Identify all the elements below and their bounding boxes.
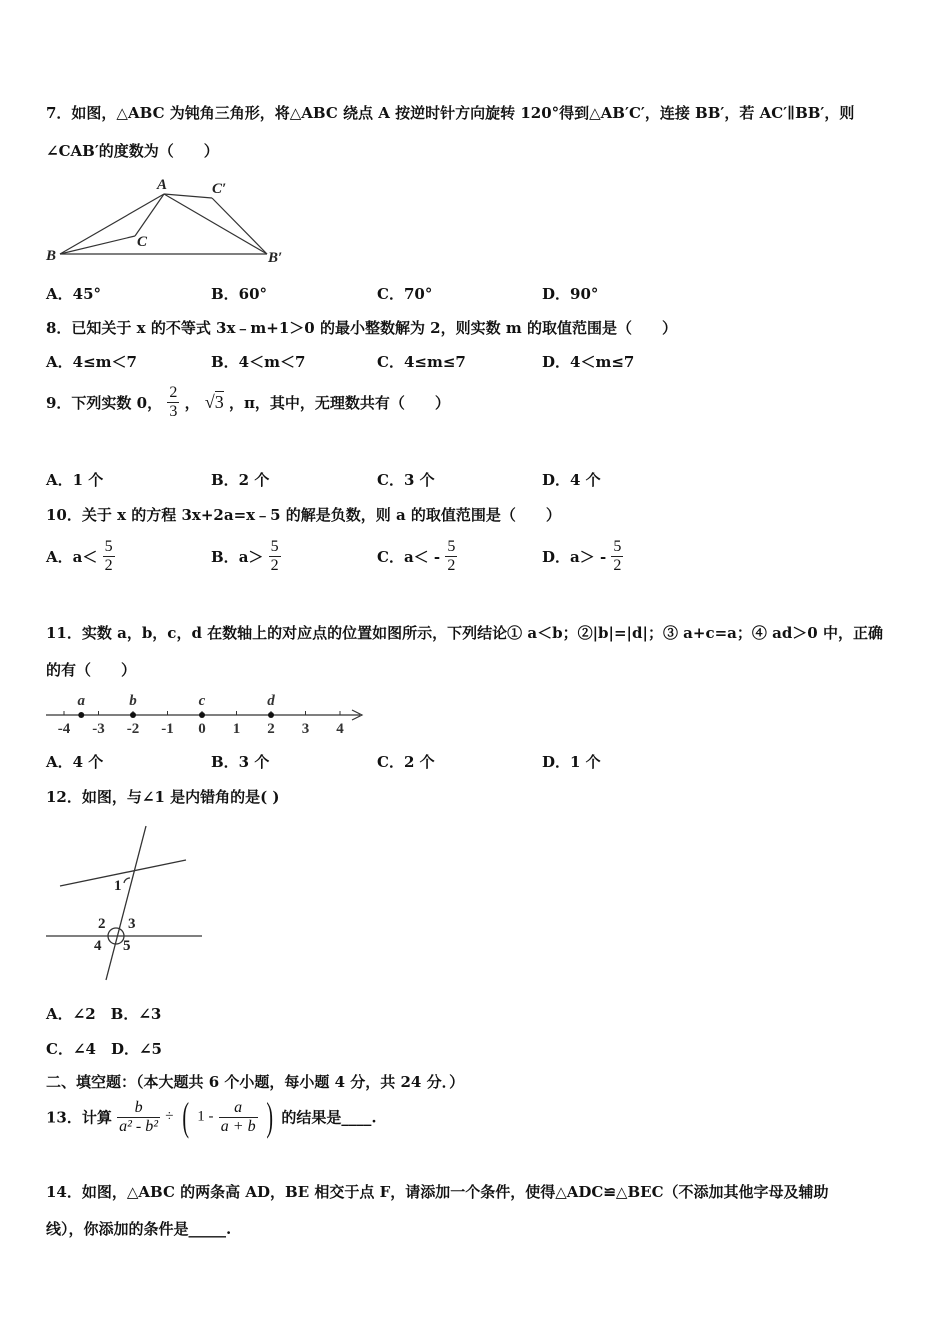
q13-prefix: 13．计算	[46, 1108, 112, 1127]
q8-option-d[interactable]: D．4＜m≤7	[542, 353, 635, 371]
q10-option-b-fraction	[269, 538, 281, 575]
q12-angle-5: 5	[123, 938, 131, 954]
q10-option-d-rel: a＞ -	[570, 548, 607, 566]
q10-option-b-rel: a＞	[238, 548, 264, 566]
q7-label-A: A	[157, 177, 168, 193]
q11-tick-label: -4	[57, 721, 71, 737]
q12-options-row2[interactable]: C．∠4 D．∠5	[46, 1040, 162, 1058]
q10-stem: 10．关于 x 的方程 3x+2a=x﹣5 的解是负数，则 a 的取值范围是（ ）	[46, 506, 561, 524]
q10-option-a-den: 2	[104, 557, 113, 574]
q7-label-B-prime: B′	[268, 250, 283, 266]
q11-point-c	[199, 712, 205, 718]
q13-divide: ÷	[165, 1108, 174, 1125]
q11-point-label-b: b	[129, 693, 137, 709]
q10-option-d-fraction	[611, 538, 623, 575]
q11-option-a[interactable]: A．4 个	[46, 753, 104, 771]
q7-stem-line1: 7．如图，△ABC 为钝角三角形，将△ABC 绕点 A 按逆时针方向旋转 120°得到△AB′C′，连接 BB′，若 AC′∥BB′，则	[46, 104, 855, 122]
q11-option-b[interactable]: B．3 个	[211, 753, 270, 771]
q13-fraction-2	[219, 1099, 258, 1136]
q7-option-b[interactable]: B．60°	[211, 285, 268, 303]
q13-fraction-1-den: a² - b²	[119, 1117, 159, 1135]
q9-sqrt-sign: √	[204, 392, 215, 412]
q9-stem	[46, 384, 450, 421]
q10-option-c-label: C．	[377, 548, 404, 566]
q8-option-a[interactable]: A．4≤m＜7	[46, 353, 137, 371]
q7-triangle-figure	[44, 176, 289, 266]
q8-option-c[interactable]: C．4≤m≤7	[377, 353, 466, 371]
q10-option-b[interactable]	[211, 538, 281, 575]
q11-tick-label: 1	[232, 721, 241, 737]
q11-point-label-a: a	[77, 693, 85, 709]
q10-option-b-den: 2	[270, 557, 279, 574]
q11-stem-line1: 11．实数 a，b，c，d 在数轴上的对应点的位置如图所示，下列结论① a＜b；②|b|=|d|；③ a+c=a；④ ad＞0 中，正确	[46, 624, 883, 642]
q11-tick-label: 4	[336, 721, 344, 737]
q10-option-d-den: 2	[613, 557, 622, 574]
q11-tick-label: 0	[198, 721, 206, 737]
q10-option-a-num: 5	[104, 538, 113, 555]
q11-point-d	[268, 712, 274, 718]
q9-sqrt-value: 3	[214, 392, 224, 412]
q11-point-a	[78, 712, 84, 718]
q13-fraction-1	[117, 1099, 160, 1136]
q10-option-c-rel: a＜ -	[403, 548, 441, 566]
q13-one-minus: 1 -	[197, 1108, 214, 1125]
q12-angle-4: 4	[94, 938, 102, 954]
q10-option-d-num: 5	[613, 538, 622, 555]
q10-option-b-label: B．	[211, 548, 239, 566]
q11-tick-label: -3	[92, 721, 105, 737]
q9-option-c[interactable]: C．3 个	[377, 471, 435, 489]
q9-comma: ，	[184, 394, 200, 412]
q11-tick-label: -2	[126, 721, 140, 737]
section-2-heading: 二、填空题：（本大题共 6 个小题，每小题 4 分，共 24 分．）	[46, 1073, 465, 1091]
q7-label-C: C	[137, 234, 148, 250]
q14-stem-line1: 14．如图，△ABC 的两条高 AD，BE 相交于点 F，请添加一个条件，使得△ADC≌△BEC（不添加其他字母及辅助	[46, 1183, 829, 1201]
q13-suffix: 的结果是____.	[281, 1108, 377, 1127]
q11-tick-label: -1	[161, 721, 174, 737]
q9-fraction-den: 3	[169, 403, 178, 420]
q10-option-a-rel: a＜	[72, 548, 98, 566]
q12-angle-2: 2	[98, 916, 106, 932]
q8-option-b[interactable]: B．4＜m＜7	[211, 353, 306, 371]
q9-suffix: ，π，其中，无理数共有（ ）	[228, 394, 450, 412]
q10-option-c-den: 2	[447, 557, 456, 574]
q11-option-c[interactable]: C．2 个	[377, 753, 435, 771]
q9-option-b[interactable]: B．2 个	[211, 471, 270, 489]
q11-tick-label: 2	[267, 721, 275, 737]
q12-angle-1: 1	[114, 878, 122, 894]
q9-fraction	[167, 384, 179, 421]
q7-option-d[interactable]: D．90°	[542, 285, 599, 303]
q7-option-c[interactable]: C．70°	[377, 285, 433, 303]
q11-stem-line2: 的有（ ）	[46, 661, 137, 679]
q13-fraction-1-num: b	[134, 1098, 143, 1116]
q11-tick-label: 3	[301, 721, 310, 737]
q10-option-d[interactable]	[542, 538, 623, 575]
q13-stem: 13．计算 $\frac{b}{\text{a² - b²}}$ ÷ ( 1 - $\frac{a}{a + b}$ ) 的结果是____.	[46, 1094, 377, 1139]
q12-stem: 12．如图，与∠1 是内错角的是( )	[46, 788, 280, 806]
q7-stem-line2: ∠CAB′的度数为（ ）	[46, 142, 219, 160]
q12-options-row1[interactable]: A．∠2 B．∠3	[46, 1005, 162, 1023]
q9-prefix: 9．下列实数 0，	[46, 394, 163, 412]
q9-fraction-num: 2	[169, 384, 178, 401]
q9-option-a[interactable]: A．1 个	[46, 471, 104, 489]
q10-option-a-fraction	[103, 538, 115, 575]
q13-fraction-2-num: a	[234, 1098, 243, 1116]
q10-option-d-label: D．	[542, 548, 571, 566]
q10-option-c[interactable]	[377, 538, 457, 575]
q10-option-a[interactable]	[46, 538, 115, 575]
q10-option-a-label: A．	[46, 548, 73, 566]
q12-lines-figure	[44, 820, 209, 985]
q10-option-b-num: 5	[270, 538, 279, 555]
q11-point-label-c: c	[198, 693, 206, 709]
q10-option-c-fraction	[445, 538, 457, 575]
q9-option-d[interactable]: D．4 个	[542, 471, 601, 489]
q7-label-B: B	[46, 248, 57, 264]
q7-option-a[interactable]: A．45°	[46, 285, 102, 303]
q11-point-b	[130, 712, 136, 718]
q11-point-label-d: d	[267, 693, 275, 709]
q11-option-d[interactable]: D．1 个	[542, 753, 601, 771]
q11-number-line	[44, 688, 369, 740]
q8-stem: 8．已知关于 x 的不等式 3x﹣m+1＞0 的最小整数解为 2，则实数 m 的取值范围是（ ）	[46, 319, 677, 337]
q14-stem-line2: 线），你添加的条件是_____.	[46, 1220, 232, 1238]
q10-option-c-num: 5	[447, 538, 456, 555]
q7-label-C-prime: C′	[212, 181, 227, 197]
q12-angle-3: 3	[128, 916, 136, 932]
q13-fraction-2-den: a + b	[220, 1117, 256, 1135]
